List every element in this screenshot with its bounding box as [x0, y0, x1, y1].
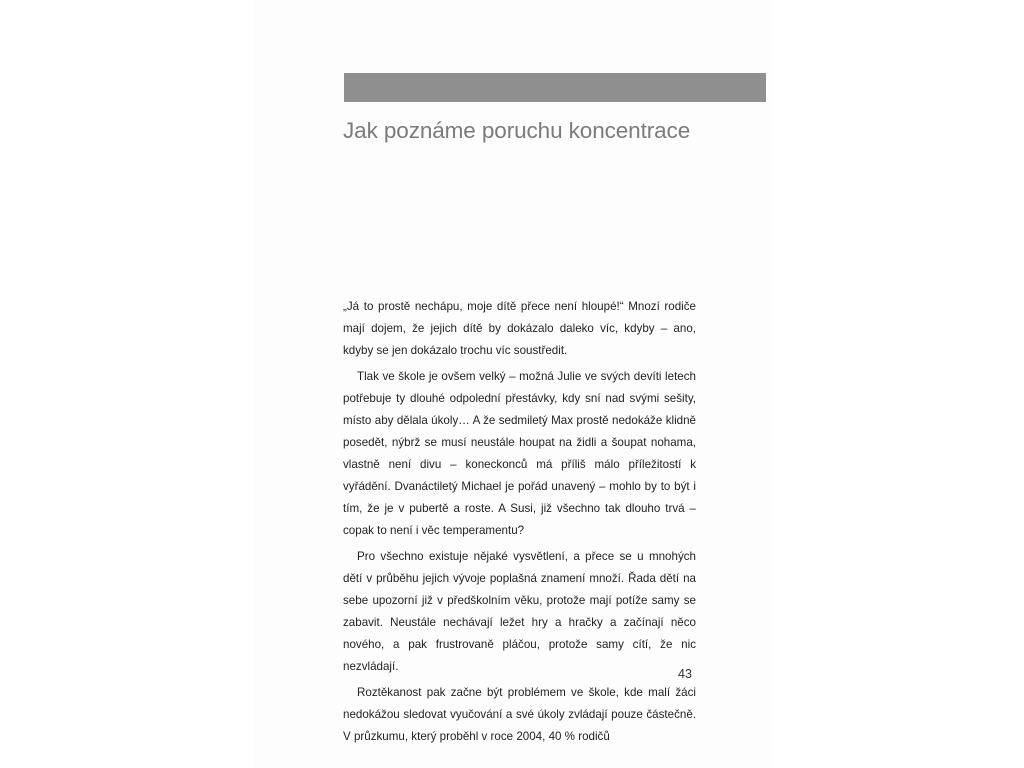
paragraph-2: Tlak ve škole je ovšem velký – možná Julie ve svých devíti letech potřebuje ty dlouhé odpolední přestávky, kdy sní nad svými sešity, místo aby dělala úkoly… A že sedmiletý Max prostě nedokáže klidně posedět, nýbrž se musí neustále houpat na židli a šoupat nohama, vlastně není divu – koneckonců má příliš málo příležitostí k vyřádění. Dvanáctiletý Michael je pořád unavený – mohlo by to být i tím, že je v pubertě a roste. A Susi, již všechno tak dlouho trvá – copak to není i věc temperamentu? — [343, 370, 696, 537]
paragraph-4: Roztěkanost pak začne být problémem ve škole, kde malí žáci nedokážou sledovat vyučování a své úkoly zvládají pouze částečně. V průzkumu, který proběhl v roce 2004, 40 % rodičů — [343, 686, 696, 743]
chapter-title: Jak poznáme poruchu koncentrace — [343, 118, 691, 143]
page-number: 43 — [678, 667, 692, 681]
chapter-header-bar — [344, 73, 766, 102]
body-text — [343, 296, 696, 748]
paragraph-1: „Já to prostě nechápu, moje dítě přece není hloupé!“ Mnozí rodiče mají dojem, že jejich dítě by dokázalo daleko víc, kdyby – ano, kdyby se jen dokázalo trochu víc soustředit. — [343, 300, 696, 357]
paragraph-3: Pro všechno existuje nějaké vysvětlení, a přece se u mnohých dětí v průběhu jejich vývoje poplašná znamení množí. Řada dětí na sebe upozorní již v předškolním věku, protože mají potíže samy se zabavit. Neustále nechávají ležet hry a hračky a začínají něco nového, a pak frustrovaně pláčou, protože samy cítí, že nic nezvládají. — [343, 550, 696, 673]
